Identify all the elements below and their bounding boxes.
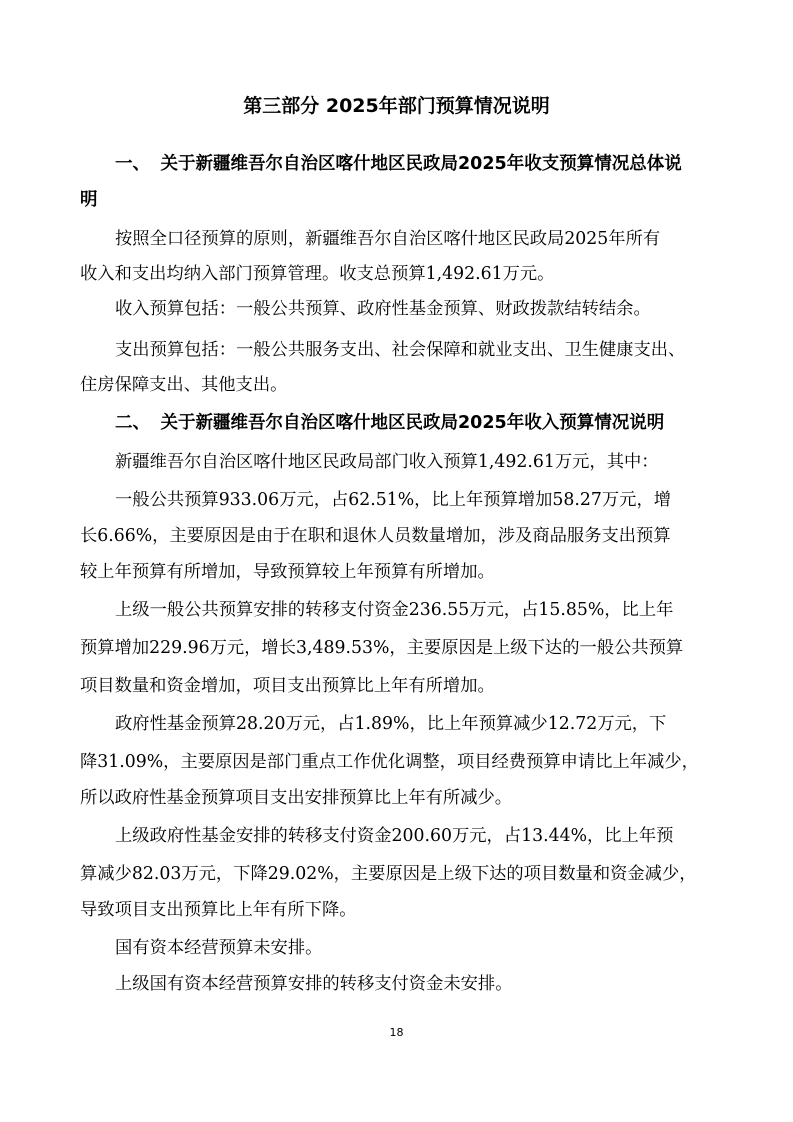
s2-p4-line-2: 降31.09%，主要原因是部门重点工作优化调整，项目经费预算申请比上年减少， (80, 752, 699, 772)
s1-p1-line-1: 按照全口径预算的原则，新疆维吾尔自治区喀什地区民政局2025年所有 (115, 229, 661, 249)
s2-p4-line-1: 政府性基金预算28.20万元，占1.89%，比上年预算减少12.72万元，下 (115, 714, 667, 734)
section-2-number: 二、 (115, 413, 150, 433)
s2-p2-line-2: 长6.66%，主要原因是由于在职和退休人员数量增加，涉及商品服务支出预算 (80, 526, 671, 546)
section-1-number: 一、 (115, 154, 150, 174)
s2-p2-line-1: 一般公共预算933.06万元，占62.51%，比上年预算增加58.27万元，增 (115, 490, 672, 510)
section-2-heading (80, 411, 664, 435)
s2-p3-line-2: 预算增加229.96万元，增长3,489.53%，主要原因是上级下达的一般公共预算 (80, 638, 684, 658)
s1-p3-line-2: 住房保障支出、其他支出。 (80, 375, 288, 395)
s2-p6-line-1: 国有资本经营预算未安排。 (115, 938, 323, 958)
s2-p5-line-3: 导致项目支出预算比上年有所下降。 (80, 900, 357, 920)
s2-p5-line-2: 算减少82.03万元，下降29.02%，主要原因是上级下达的项目数量和资金减少， (80, 864, 697, 884)
page-number: 18 (389, 1026, 404, 1039)
s2-p4-line-3: 所以政府性基金预算项目支出安排预算比上年有所减少。 (80, 788, 513, 808)
page-title: 第三部分 2025年部门预算情况说明 (243, 95, 550, 117)
section-1-heading-line-2: 明 (80, 190, 98, 210)
s1-p3-line-1: 支出预算包括：一般公共服务支出、社会保障和就业支出、卫生健康支出、 (115, 340, 686, 360)
s2-p5-line-1: 上级政府性基金安排的转移支付资金200.60万元，占13.44%，比上年预 (115, 826, 674, 846)
s2-p1-line-1: 新疆维吾尔自治区喀什地区民政局部门收入预算1,492.61万元，其中： (115, 452, 659, 472)
section-2-heading-text: 关于新疆维吾尔自治区喀什地区民政局2025年收入预算情况说明 (160, 413, 665, 433)
section-1-heading (80, 152, 682, 176)
s1-p2-line-1: 收入预算包括：一般公共预算、政府性基金预算、财政拨款结转结余。 (115, 299, 651, 319)
s2-p2-line-3: 较上年预算有所增加，导致预算较上年预算有所增加。 (80, 562, 495, 582)
s1-p1-line-2: 收入和支出均纳入部门预算管理。收支总预算1,492.61万元。 (80, 264, 555, 284)
section-1-heading-line-1: 关于新疆维吾尔自治区喀什地区民政局2025年收支预算情况总体说 (160, 154, 682, 174)
s2-p7-line-1: 上级国有资本经营预算安排的转移支付资金未安排。 (115, 974, 513, 994)
s2-p3-line-3: 项目数量和资金增加，项目支出预算比上年有所增加。 (80, 676, 495, 696)
s2-p3-line-1: 上级一般公共预算安排的转移支付资金236.55万元，占15.85%，比上年 (115, 600, 674, 620)
